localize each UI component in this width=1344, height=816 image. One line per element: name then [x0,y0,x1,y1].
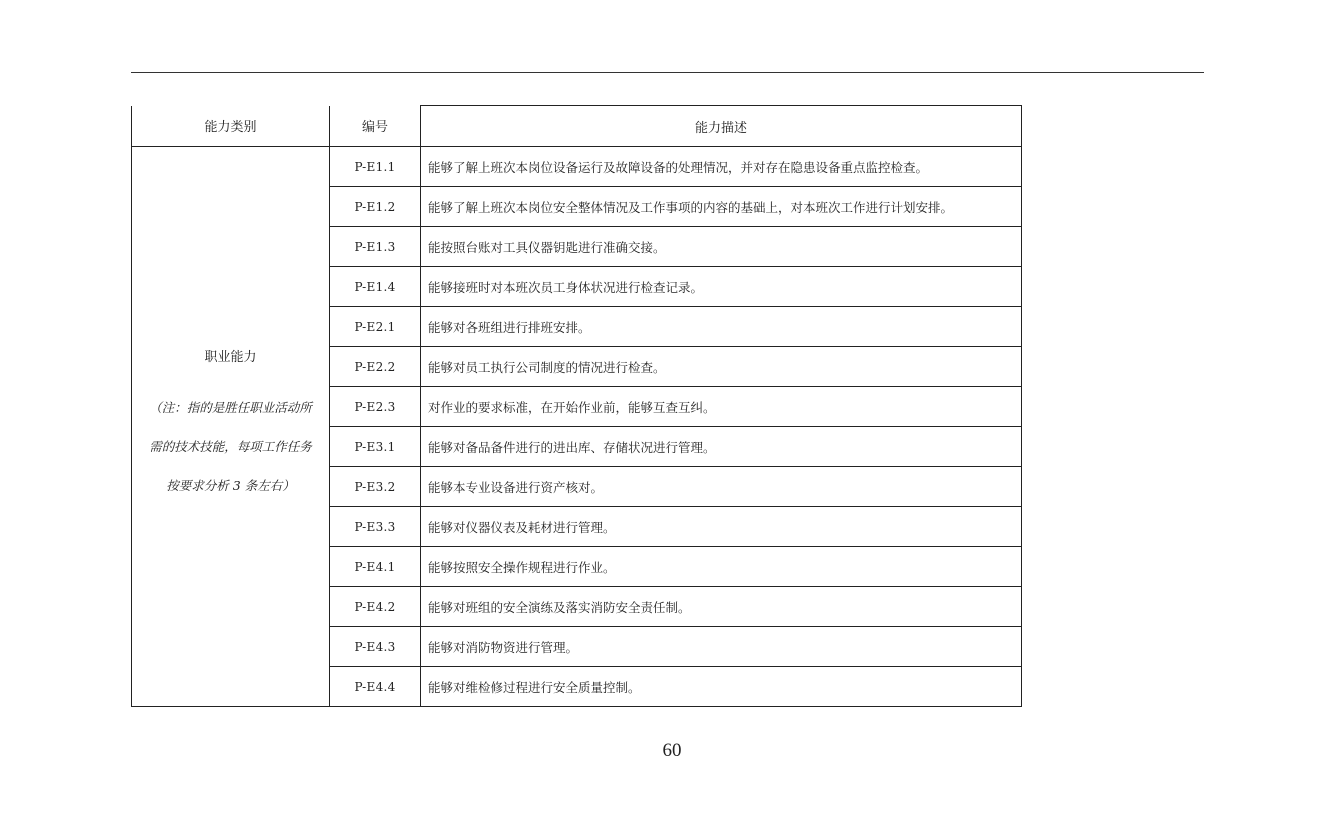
ability-description: 能够接班时对本班次员工身体状况进行检查记录。 [421,267,1022,307]
ability-code: P-E4.1 [330,547,421,587]
ability-code: P-E4.4 [330,667,421,707]
ability-description: 对作业的要求标准，在开始作业前，能够互查互纠。 [421,387,1022,427]
table-header-row [132,106,1022,147]
ability-description: 能够对仪器仪表及耗材进行管理。 [421,507,1022,547]
ability-description: 能够对消防物资进行管理。 [421,627,1022,667]
table-row [132,147,1022,187]
ability-code: P-E1.2 [330,187,421,227]
ability-code: P-E4.2 [330,587,421,627]
header-description: 能力描述 [421,106,1022,147]
ability-description: 能够对员工执行公司制度的情况进行检查。 [421,347,1022,387]
category-note-line: 按要求分析 3 条左右） [166,478,295,493]
header-code: 编号 [330,106,421,147]
category-cell [132,147,330,707]
ability-code: P-E1.3 [330,227,421,267]
ability-code: P-E3.2 [330,467,421,507]
category-note-line: 需的技术技能，每项工作任务 [149,439,312,454]
ability-table [131,105,1022,707]
ability-code: P-E2.2 [330,347,421,387]
ability-description: 能够了解上班次本岗位安全整体情况及工作事项的内容的基础上，对本班次工作进行计划安排。 [421,187,1022,227]
ability-description: 能够了解上班次本岗位设备运行及故障设备的处理情况，并对存在隐患设备重点监控检查。 [421,147,1022,187]
ability-description: 能够对维检修过程进行安全质量控制。 [421,667,1022,707]
ability-description: 能够按照安全操作规程进行作业。 [421,547,1022,587]
ability-description: 能够本专业设备进行资产核对。 [421,467,1022,507]
ability-code: P-E3.3 [330,507,421,547]
ability-description: 能够对班组的安全演练及落实消防安全责任制。 [421,587,1022,627]
header-category: 能力类别 [132,106,330,147]
category-note-line: （注：指的是胜任职业活动所 [149,400,312,415]
category-title: 职业能力 [204,350,257,365]
ability-code: P-E1.4 [330,267,421,307]
page-number: 60 [662,740,682,761]
header-rule [131,72,1204,73]
ability-description: 能够对备品备件进行的进出库、存储状况进行管理。 [421,427,1022,467]
ability-description: 能够对各班组进行排班安排。 [421,307,1022,347]
ability-code: P-E4.3 [330,627,421,667]
ability-code: P-E3.1 [330,427,421,467]
ability-description: 能按照台账对工具仪器钥匙进行准确交接。 [421,227,1022,267]
ability-code: P-E2.1 [330,307,421,347]
ability-code: P-E2.3 [330,387,421,427]
ability-code: P-E1.1 [330,147,421,187]
